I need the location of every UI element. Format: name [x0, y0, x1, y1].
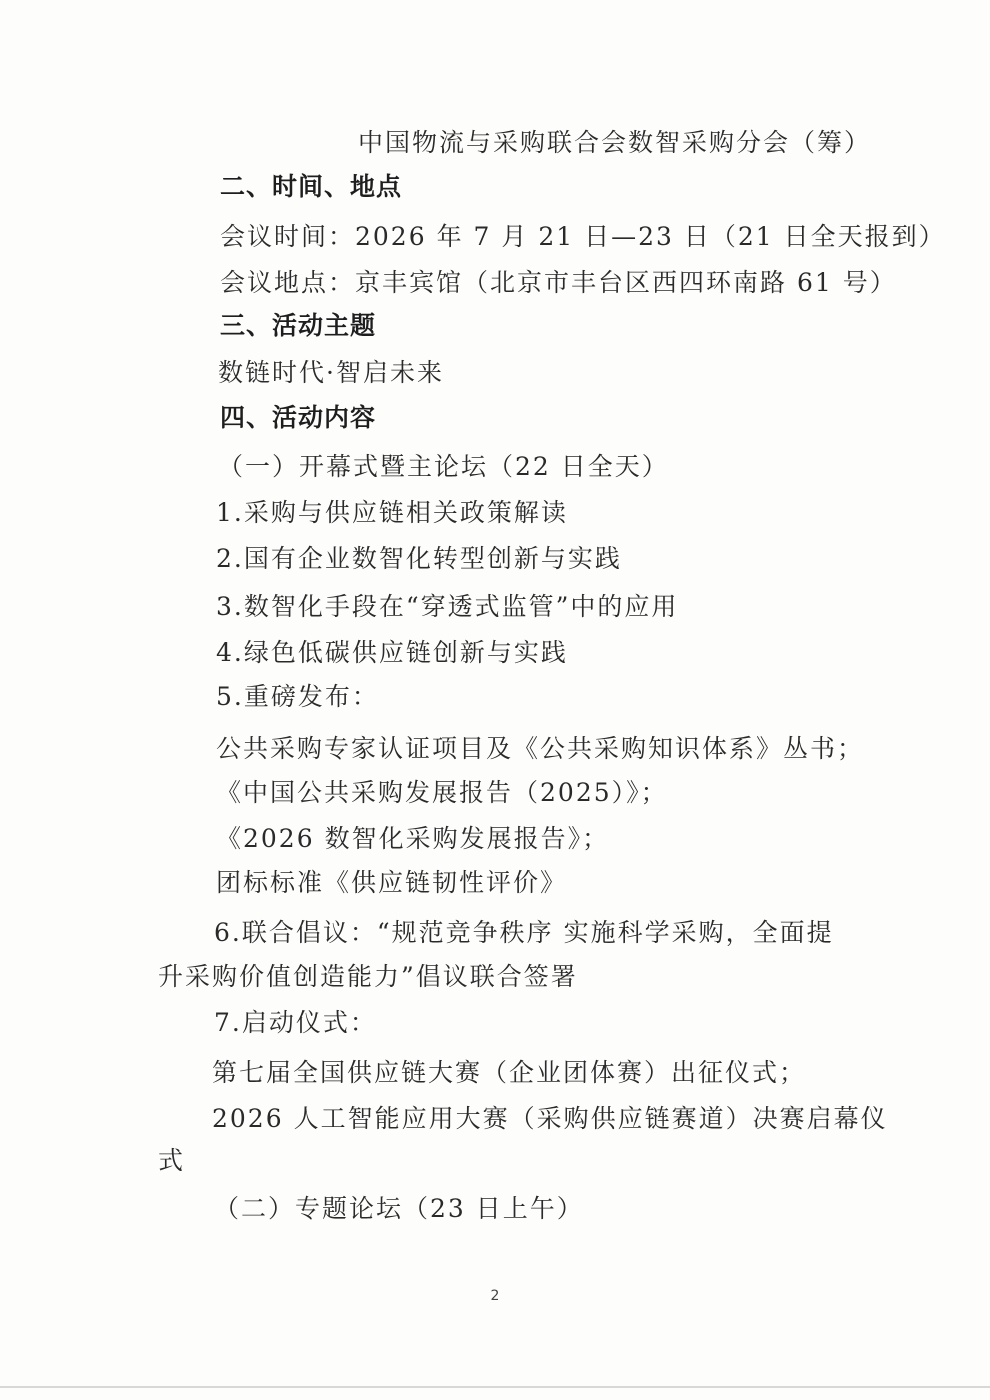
ceremony-item-line1: 2026 人工智能应用大赛（采购供应链赛道）决赛启幕仪 [212, 1104, 888, 1133]
section-heading-content: 四、活动内容 [220, 403, 377, 432]
list-item: 5.重磅发布： [216, 682, 379, 711]
meeting-place: 会议地点：京丰宾馆（北京市丰台区西四环南路 61 号） [220, 268, 897, 297]
ceremony-item-line2: 式 [158, 1146, 186, 1175]
section-heading-theme: 三、活动主题 [220, 311, 377, 340]
launch-ceremony-label: 7.启动仪式： [214, 1008, 377, 1037]
page-bottom-edge [0, 1386, 990, 1388]
joint-initiative-line2: 升采购价值创造能力”倡议联合签署 [158, 962, 578, 991]
list-item: 1.采购与供应链相关政策解读 [216, 498, 568, 527]
list-item: 4.绿色低碳供应链创新与实践 [216, 638, 568, 667]
release-item: 《中国公共采购发展报告（2025）》； [216, 778, 668, 807]
list-item: 2.国有企业数智化转型创新与实践 [216, 544, 622, 573]
ceremony-item: 第七届全国供应链大赛（企业团体赛）出征仪式； [212, 1058, 807, 1087]
release-item: 团标标准《供应链韧性评价》 [216, 868, 568, 897]
page-number: 2 [490, 1288, 500, 1304]
part2-title: （二）专题论坛（23 日上午） [214, 1194, 584, 1223]
release-item: 《2026 数智化采购发展报告》； [216, 824, 610, 853]
activity-theme: 数链时代·智启未来 [218, 358, 444, 387]
joint-initiative-line1: 6.联合倡议：“规范竞争秩序 实施科学采购，全面提 [214, 918, 834, 947]
meeting-time: 会议时间：2026 年 7 月 21 日—23 日（21 日全天报到） [220, 222, 946, 251]
organizer-line: 中国物流与采购联合会数智采购分会（筹） [358, 128, 872, 157]
section-heading-time-place: 二、时间、地点 [220, 172, 403, 201]
part1-title: （一）开幕式暨主论坛（22 日全天） [218, 452, 669, 481]
release-item: 公共采购专家认证项目及《公共采购知识体系》丛书； [216, 734, 865, 763]
list-item: 3.数智化手段在“穿透式监管”中的应用 [216, 592, 679, 621]
